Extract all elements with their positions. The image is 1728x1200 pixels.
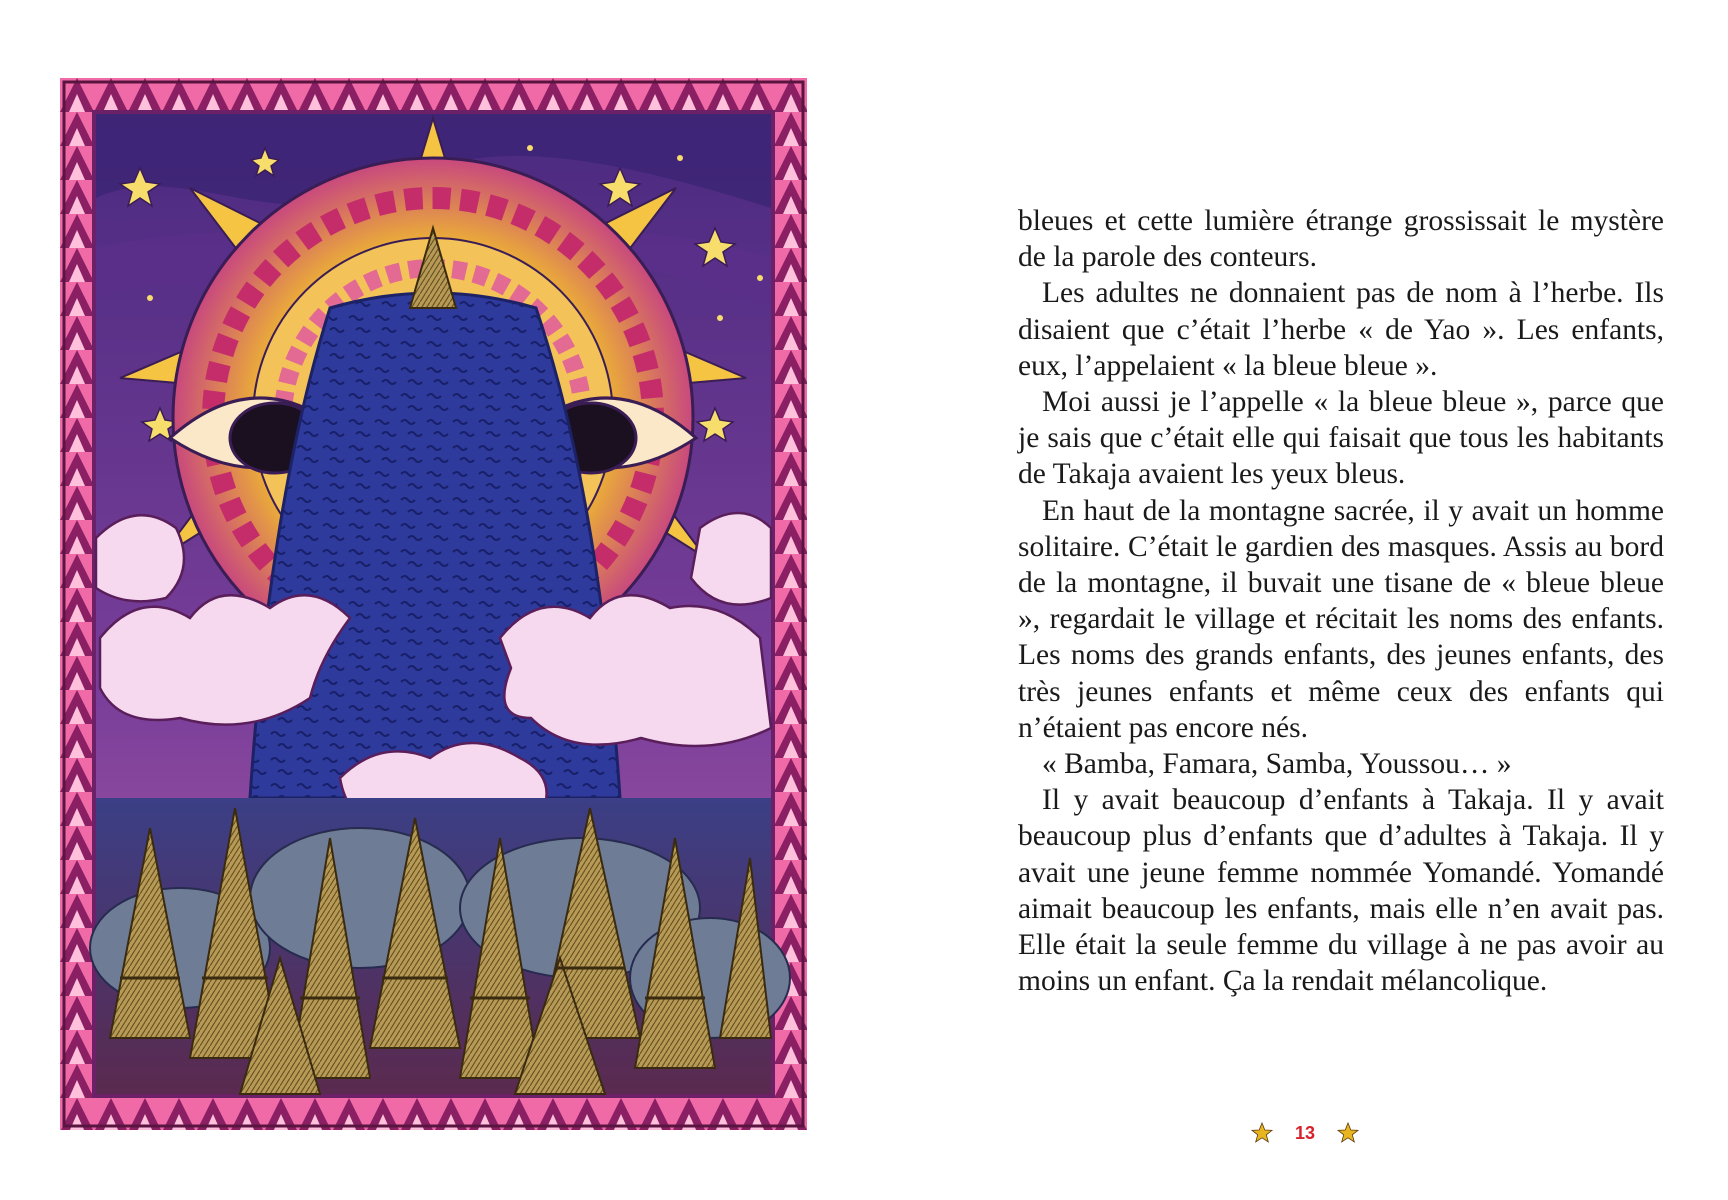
paragraph: bleues et cette lumière étrange grossissait le mystère de la parole des conteurs.	[1018, 205, 1664, 274]
paragraph: Il y avait beaucoup d’enfants à Takaja. Il y avait beaucoup plus d’enfants que d’adultes à Takaja. Il y avait une jeune femme nommée Yomandé. Yomandé aimait beaucoup les enfants, mais elle n’en avait pas. Elle était la seule femme du village à ne pas avoir au moins un enfant. Ça la rendait mélancolique.	[1018, 784, 1664, 998]
star-icon	[1336, 1121, 1360, 1145]
paragraph: Les adultes ne donnaient pas de nom à l’herbe. Ils disaient que c’était l’herbe « de Yao ». Les enfants, eux, l’appelaient « la bleue bleue ».	[1018, 277, 1664, 382]
mountain-village-illustration	[60, 78, 807, 1130]
story-text	[1018, 203, 1664, 999]
page-footer	[1250, 1118, 1360, 1148]
page-number: 13	[1294, 1122, 1316, 1143]
illustration	[60, 78, 807, 1130]
paragraph: En haut de la montagne sacrée, il y avait un homme solitaire. C’était le gardien des masques. Assis au bord de la montagne, il buvait une tisane de « bleue bleue », regardait le village et récitait les noms des enfants. Les noms des grands enfants, des jeunes enfants, des très jeunes enfants et même ceux des enfants qui n’étaient pas encore nés.	[1018, 494, 1664, 744]
paragraph: Moi aussi je l’appelle « la bleue bleue », parce que je sais que c’était elle qui faisait que tous les habitants de Takaja avaient les yeux bleus.	[1018, 386, 1664, 491]
paragraph-quote: « Bamba, Famara, Samba, Youssou… »	[1042, 748, 1512, 781]
star-icon	[1250, 1121, 1274, 1145]
